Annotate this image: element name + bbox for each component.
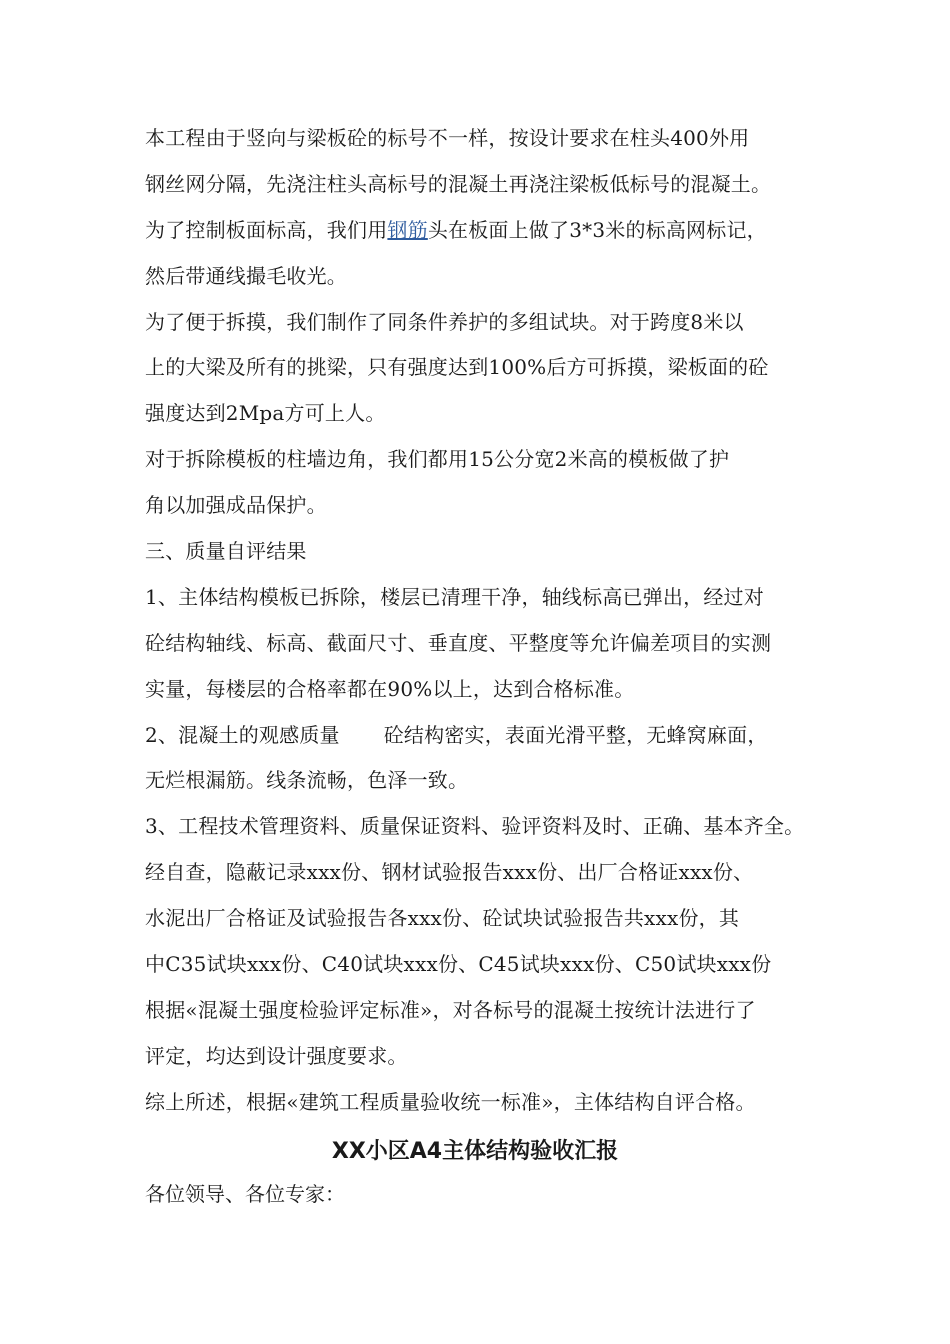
paragraph-line-7: 强度达到2Mpa方可上人。 — [145, 401, 386, 426]
paragraph-line-9: 角以加强成品保护。 — [145, 493, 327, 518]
paragraph-line-3 — [145, 208, 835, 254]
paragraph-line-4: 然后带通线撮毛收光。 — [145, 263, 347, 288]
text-segment: 头在板面上做了3*3米的标高网标记， — [427, 217, 767, 242]
section-heading: 三、质量自评结果 — [145, 539, 307, 564]
paragraph-line-18: 水泥出厂合格证及试验报告各xxx份、砼试块试验报告共xxx份，其 — [145, 906, 740, 931]
paragraph-line-14 — [145, 713, 835, 759]
paragraph-line-19: 中C35试块xxx份、C40试块xxx份、C45试块xxx份、C50试块xxx份 — [145, 952, 772, 977]
document-body — [145, 116, 835, 1126]
paragraph-line-21: 评定，均达到设计强度要求。 — [145, 1043, 408, 1068]
report-title: XX小区A4主体结构验收汇报 — [331, 1139, 619, 1164]
paragraph-line-15: 无烂根漏筋。线条流畅，色泽一致。 — [145, 768, 469, 793]
paragraph-line-6: 上的大梁及所有的挑梁，只有强度达到100%后方可拆摸，梁板面的砼 — [145, 355, 769, 380]
paragraph-line-16: 3、工程技术管理资料、质量保证资料、验评资料及时、正确、基本齐全。 — [145, 814, 805, 839]
text-segment: 2、混凝土的观感质量 — [145, 722, 340, 747]
paragraph-line-13: 实量，每楼层的合格率都在90%以上，达到合格标准。 — [145, 676, 635, 701]
steel-bar-link[interactable]: 钢筋 — [387, 217, 428, 242]
paragraph-line-17: 经自查，隐蔽记录xxx份、钢材试验报告xxx份、出厂合格证xxx份、 — [145, 860, 754, 885]
paragraph-line-1: 本工程由于竖向与梁板砼的标号不一样，按设计要求在柱头400外用 — [145, 126, 750, 150]
text-segment: 为了控制板面标高，我们用 — [145, 217, 388, 242]
paragraph-line-22: 综上所述，根据«建筑工程质量验收统一标准»，主体结构自评合格。 — [145, 1089, 756, 1114]
paragraph-line-5: 为了便于拆摸，我们制作了同条件养护的多组试块。对于跨度8米以 — [145, 309, 744, 334]
paragraph-line-8: 对于拆除模板的柱墙边角，我们都用15公分宽2米高的模板做了护 — [145, 447, 730, 472]
greeting-line: 各位领导、各位专家： — [145, 1182, 345, 1206]
paragraph-line-20: 根据«混凝土强度检验评定标准»，对各标号的混凝土按统计法进行了 — [145, 997, 756, 1022]
paragraph-line-11: 1、主体结构模板已拆除，楼层已清理干净，轴线标高已弹出，经过对 — [145, 584, 764, 609]
text-segment: 砼结构密实，表面光滑平整，无蜂窝麻面， — [383, 722, 768, 747]
paragraph-line-12: 砼结构轴线、标高、截面尺寸、垂直度、平整度等允许偏差项目的实测 — [145, 630, 772, 655]
paragraph-line-2: 钢丝网分隔，先浇注柱头高标号的混凝土再浇注梁板低标号的混凝土。 — [145, 171, 772, 196]
